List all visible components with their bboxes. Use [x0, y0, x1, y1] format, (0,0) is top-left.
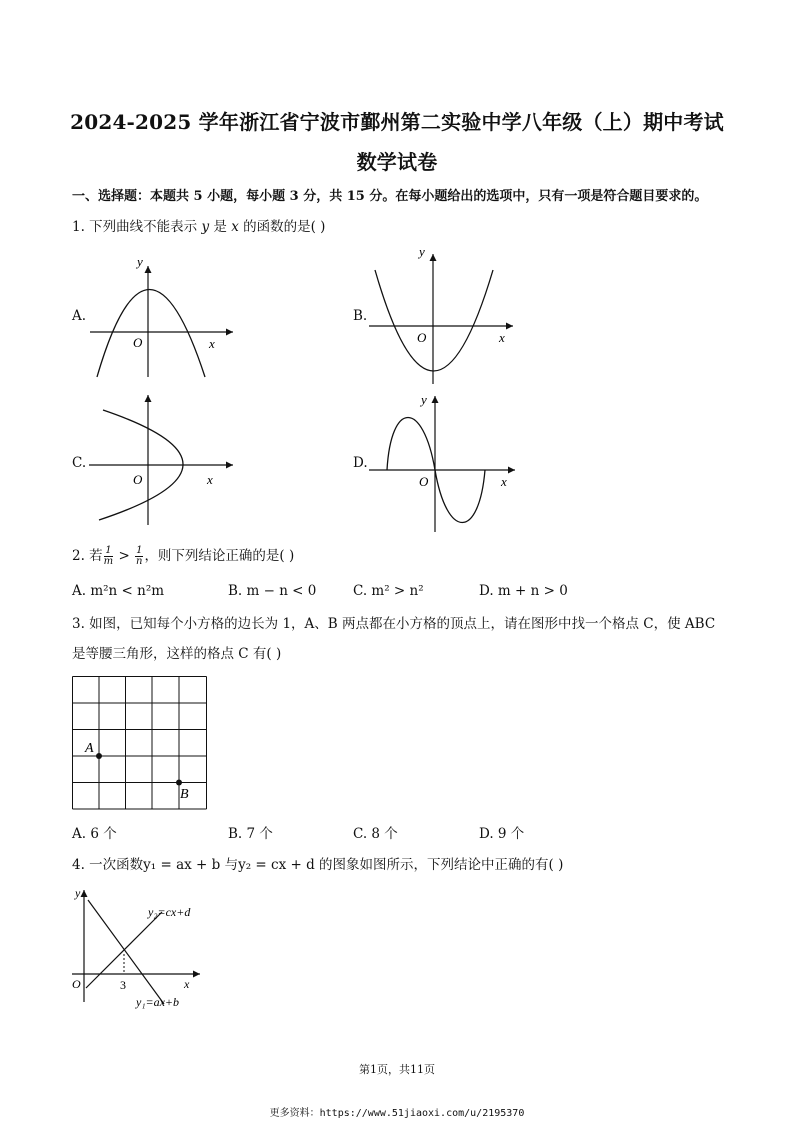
- point-a: [96, 753, 102, 759]
- point-b-label: B: [180, 787, 189, 802]
- q1-option-b-label: B.: [353, 308, 368, 324]
- x-label: x: [501, 474, 507, 489]
- q2-option-a: A. m²n < n²m: [72, 583, 165, 599]
- q3-grid-figure: [72, 676, 208, 810]
- q2-stem-post: ，则下列结论正确的是( ): [144, 548, 295, 564]
- q2-fraction-1: $\frac{1}{m}$: [103, 545, 114, 567]
- section-header: 一、选择题：本题共 5 小题，每小题 3 分，共 15 分。在每小题给出的选项中，只有一项是符合题目要求的。: [72, 189, 708, 204]
- origin-label: O: [419, 474, 429, 489]
- line-y2: [86, 912, 162, 988]
- y2-label: y₂=cx+d: [148, 905, 191, 919]
- q3-stem-line2: 是等腰三角形，这样的格点 C 有( ): [72, 646, 282, 662]
- q1-graph-d: [365, 390, 525, 535]
- q3-option-a: A. 6 个: [72, 826, 117, 842]
- q3-option-c: C. 8 个: [353, 826, 398, 842]
- paper-title-line2: 数学试卷: [356, 150, 438, 174]
- q1-var-x: x: [231, 219, 239, 235]
- q1-option-a-label: A.: [72, 308, 87, 324]
- q1-option-c-label: C.: [72, 455, 87, 471]
- q1-stem-pre: 1. 下列曲线不能表示: [72, 219, 202, 235]
- q1-graph-b: [365, 242, 525, 387]
- q1-stem: [72, 218, 325, 236]
- q1-graph-a: [85, 252, 245, 382]
- y-label: y: [421, 392, 427, 407]
- origin-label: O: [133, 472, 143, 487]
- point-b: [176, 780, 182, 786]
- q2-option-b: B. m − n < 0: [228, 583, 317, 599]
- tick-3-label: 3: [120, 978, 126, 992]
- origin-label: O: [133, 335, 143, 350]
- page-number: 第1页，共11页: [359, 1063, 435, 1076]
- origin-label: O: [417, 330, 427, 345]
- paper-title-line1: 2024-2025 学年浙江省宁波市鄞州第二实验中学八年级（上）期中考试: [70, 110, 724, 134]
- q3-option-b: B. 7 个: [228, 826, 273, 842]
- x-label: x: [499, 330, 505, 345]
- q1-option-d-label: D.: [353, 455, 368, 471]
- q2-fraction-2: $\frac{1}{n}$: [136, 545, 143, 567]
- q4-graph: [70, 884, 220, 1014]
- q2-stem: [72, 545, 294, 567]
- q1-stem-mid: 是: [209, 219, 232, 235]
- y-label: y: [75, 886, 81, 900]
- q1-stem-post: 的函数的是( ): [238, 219, 326, 235]
- x-label: x: [184, 977, 190, 991]
- x-label: x: [209, 336, 215, 351]
- q2-gt: >: [114, 548, 135, 564]
- curve: [97, 290, 205, 378]
- q2-option-d: D. m + n > 0: [479, 583, 568, 599]
- x-label: x: [207, 472, 213, 487]
- q2-option-c: C. m² > n²: [353, 583, 424, 599]
- q2-stem-pre: 2. 若: [72, 548, 103, 564]
- q1-var-y: y: [201, 219, 210, 235]
- y1-label: y₁=ax+b: [136, 995, 180, 1009]
- y-label: y: [137, 254, 143, 269]
- q1-graph-c: [85, 390, 245, 530]
- curve: [375, 270, 493, 371]
- q4-stem: 4. 一次函数y₁ = ax + b 与y₂ = cx + d 的图象如图所示，下列结论中正确的有( ): [72, 857, 564, 873]
- origin-label: O: [72, 977, 81, 991]
- q3-stem-line1: 3. 如图，已知每个小方格的边长为 1，A、B 两点都在小方格的顶点上，请在图形中找一个格点 C，使 ABC: [72, 616, 716, 632]
- point-a-label: A: [85, 741, 94, 756]
- more-resources-link[interactable]: 更多资料：https://www.51jiaoxi.com/u/2195370: [269, 1108, 525, 1119]
- q3-option-d: D. 9 个: [479, 826, 525, 842]
- y-label: y: [419, 244, 425, 259]
